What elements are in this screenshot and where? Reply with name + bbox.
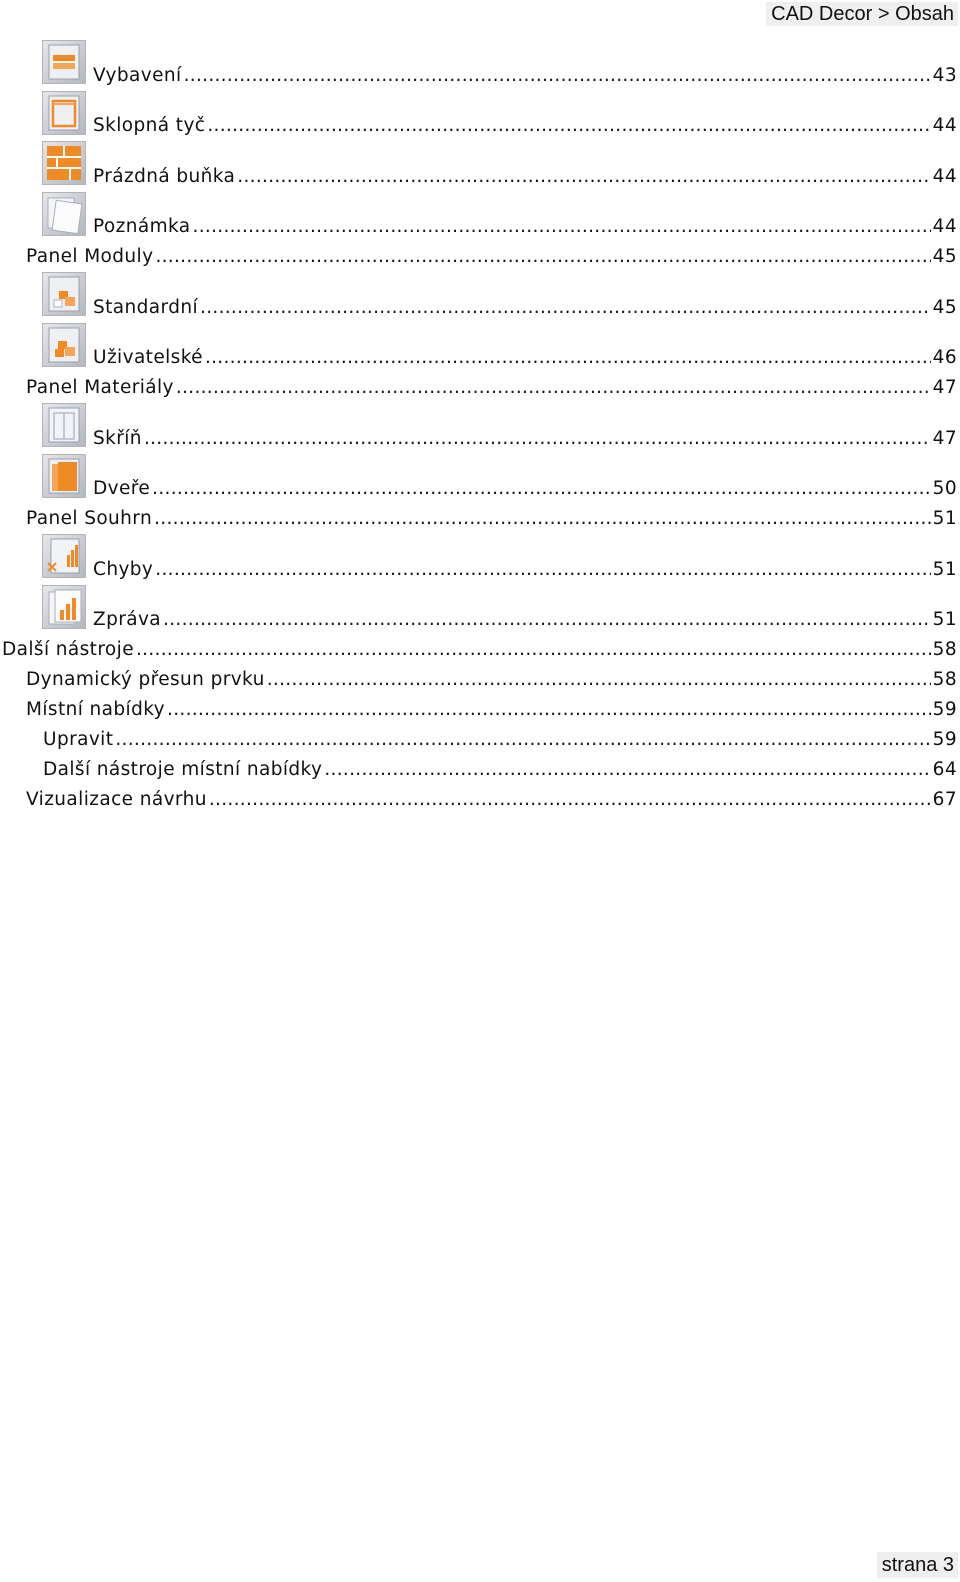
toc-entry-panel-materialy[interactable] (0, 371, 960, 401)
dot-leader (163, 609, 931, 631)
toc-entry-dalsi-nastroje-mistni-nabidky[interactable] (0, 753, 960, 783)
toc-entry-prazdna-bunka[interactable] (0, 139, 960, 190)
toc-entry-panel-souhrn[interactable] (0, 502, 960, 532)
empty-cell-icon (42, 141, 86, 185)
toc-page-number: 44 (932, 216, 957, 237)
toc-entry-label: Skříň (93, 427, 142, 449)
dot-leader (237, 166, 930, 188)
toc-entry-label: Místní nabídky (26, 699, 166, 720)
toc-entry-vybaveni[interactable] (0, 38, 960, 89)
header-breadcrumb: CAD Decor > Obsah (766, 2, 958, 26)
dot-leader (136, 639, 931, 661)
table-of-contents (0, 38, 960, 813)
toc-page-number: 58 (932, 669, 957, 690)
toc-entry-label: Panel Moduly (26, 246, 154, 267)
toc-entry-dalsi-nastroje[interactable] (0, 633, 960, 663)
dot-leader (144, 428, 931, 450)
toc-entry-label: Upravit (43, 729, 114, 750)
door-icon (42, 454, 86, 498)
toc-entry-vizualizace-navrhu[interactable] (0, 783, 960, 813)
toc-page-number: 46 (932, 347, 957, 368)
toc-entry-label: Dynamický přesun prvku (26, 669, 265, 690)
dot-leader (155, 246, 930, 268)
dot-leader (200, 297, 931, 319)
dot-leader (267, 669, 931, 691)
cabinet-icon (42, 403, 86, 447)
toc-entry-label: Zpráva (93, 609, 162, 630)
toc-entry-dynamicky-presun[interactable] (0, 663, 960, 693)
standard-modules-icon (42, 272, 86, 316)
dot-leader (205, 347, 931, 369)
toc-entry-label: Poznámka (93, 216, 191, 237)
report-icon (42, 585, 86, 629)
toc-page-number: 47 (932, 427, 957, 449)
toc-page-number: 59 (932, 699, 957, 720)
toc-entry-panel-moduly[interactable] (0, 240, 960, 270)
toc-entry-label: Panel Souhrn (26, 508, 153, 529)
dot-leader (154, 508, 931, 530)
toc-entry-label: Vizualizace návrhu (26, 789, 207, 810)
toc-entry-label: Chyby (93, 558, 154, 580)
toc-page-number: 64 (932, 759, 957, 780)
dot-leader (184, 65, 931, 87)
toc-page-number: 50 (932, 478, 957, 499)
toc-entry-sklopna-tyc[interactable] (0, 89, 960, 140)
toc-entry-label: Další nástroje (2, 639, 134, 660)
toc-page-number: 58 (932, 639, 957, 660)
toc-entry-label: Prázdná buňka (93, 165, 236, 187)
toc-page-number: 47 (932, 377, 957, 398)
toc-entry-label: Dveře (93, 478, 151, 499)
dot-leader (193, 216, 931, 238)
toc-entry-uzivatelske[interactable] (0, 321, 960, 372)
dot-leader (207, 115, 930, 137)
errors-icon (42, 534, 86, 578)
toc-entry-dvere[interactable] (0, 452, 960, 503)
toc-page-number: 51 (932, 508, 957, 529)
toc-entry-chyby[interactable] (0, 532, 960, 583)
toc-entry-upravit[interactable] (0, 723, 960, 753)
toc-entry-label: Vybavení (93, 64, 182, 86)
folding-rod-icon (42, 91, 86, 135)
note-icon (42, 192, 86, 236)
toc-entry-poznamka[interactable] (0, 190, 960, 241)
dot-leader (152, 478, 930, 500)
dot-leader (167, 699, 931, 721)
toc-page-number: 45 (932, 246, 957, 267)
toc-page-number: 44 (932, 165, 957, 187)
dot-leader (176, 377, 931, 399)
toc-entry-standardni[interactable] (0, 270, 960, 321)
toc-page-number: 44 (932, 115, 957, 136)
equipment-icon (42, 40, 86, 84)
dot-leader (324, 759, 930, 781)
dot-leader (115, 729, 930, 751)
toc-page-number: 43 (932, 64, 957, 86)
user-modules-icon (42, 323, 86, 367)
dot-leader (155, 559, 930, 581)
toc-entry-label: Uživatelské (93, 347, 203, 368)
toc-entry-label: Další nástroje místní nabídky (43, 759, 323, 780)
toc-entry-label: Sklopná tyč (93, 115, 206, 136)
toc-entry-label: Standardní (93, 296, 199, 318)
dot-leader (209, 789, 931, 811)
page-number-footer: strana 3 (877, 1552, 958, 1578)
toc-entry-mistni-nabidky[interactable] (0, 693, 960, 723)
toc-entry-zprava[interactable] (0, 583, 960, 634)
toc-page-number: 59 (932, 729, 957, 750)
toc-page-number: 51 (932, 609, 957, 630)
toc-entry-skrin[interactable] (0, 401, 960, 452)
toc-page-number: 67 (932, 789, 957, 810)
toc-page-number: 45 (932, 296, 957, 318)
toc-entry-label: Panel Materiály (26, 377, 174, 398)
toc-page-number: 51 (932, 558, 957, 580)
